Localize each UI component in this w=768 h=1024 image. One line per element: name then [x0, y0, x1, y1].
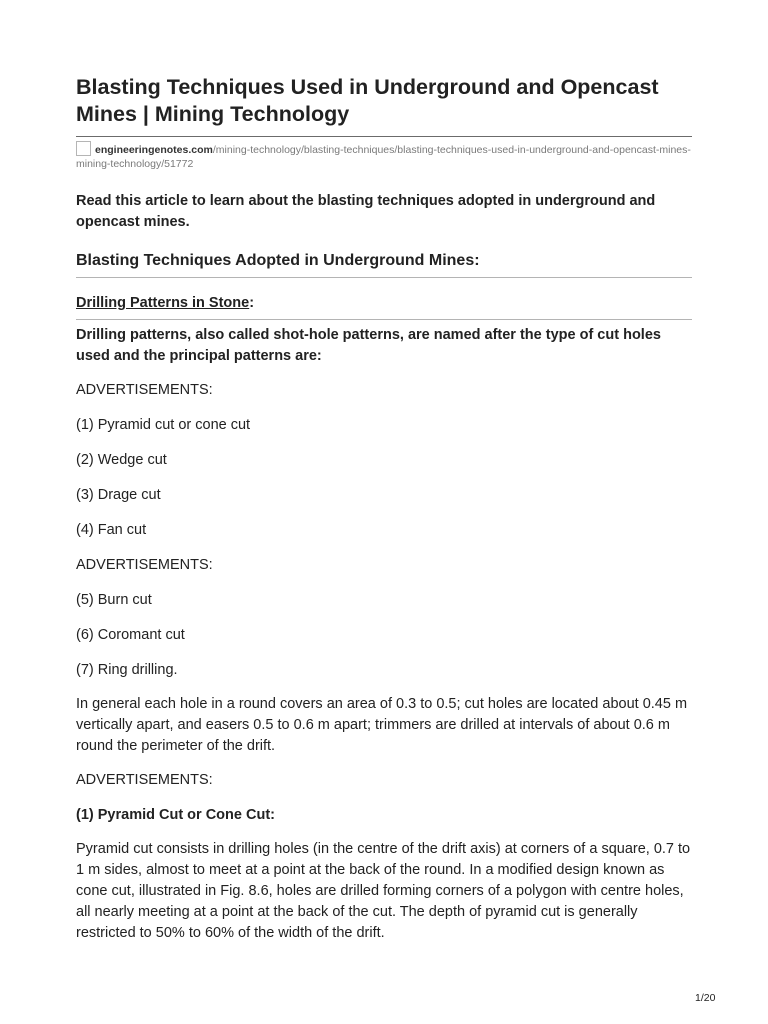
list-item: (6) Coromant cut [76, 627, 185, 643]
patterns-intro: Drilling patterns, also called shot-hole patterns, are named after the type of cut holes used and the principal patterns are: [76, 327, 661, 364]
list-item: (3) Drage cut [76, 487, 161, 503]
subheading-divider [76, 319, 692, 320]
general-paragraph: In general each hole in a round covers an area of 0.3 to 0.5; cut holes are located about 0.45 m vertically apart, and easers 0.5 to 0.6 m apart; trimmers are drilled at intervals of about 0.6 m round the perimeter of the drift. [76, 696, 688, 754]
subheading-text: Drilling Patterns in Stone [76, 295, 250, 311]
source-path[interactable]: /mining-technology/blasting-techniques/blasting-techniques-used-in-underground-and-opencast-mines-mining-technology/51772 [76, 144, 691, 170]
advertisement-label: ADVERTISEMENTS: [76, 382, 213, 398]
favicon-icon [76, 141, 91, 156]
article [76, 74, 692, 944]
section-heading: Blasting Techniques Adopted in Underground Mines: [76, 252, 480, 269]
section-divider [76, 277, 692, 278]
list-item: (5) Burn cut [76, 592, 152, 608]
subheading [76, 294, 692, 313]
pyramid-cut-paragraph: Pyramid cut consists in drilling holes (in the centre of the drift axis) at corners of a square, 0.7 to 1 m sides, almost to meet at a point at the back of the round. In a modified design known as cone cut, illustrated in Fig. 8.6, holes are drilled forming corners of a polygon with centre holes, all nearly meeting at a point at the back of the cut. The depth of pyramid cut is generally restricted to 50% to 60% of the width of the drift. [76, 841, 691, 941]
list-item: (2) Wedge cut [76, 452, 167, 468]
page-number: 1/20 [695, 992, 716, 1004]
intro-paragraph: Read this article to learn about the blasting techniques adopted in underground and opencast mines. [76, 193, 656, 230]
list-item: (1) Pyramid cut or cone cut [76, 417, 251, 433]
advertisement-label: ADVERTISEMENTS: [76, 557, 213, 573]
page-title: Blasting Techniques Used in Underground and Opencast Mines | Mining Technology [76, 75, 659, 126]
pyramid-cut-heading: (1) Pyramid Cut or Cone Cut: [76, 807, 275, 823]
source-domain[interactable]: engineeringenotes.com [95, 144, 213, 156]
list-item: (7) Ring drilling. [76, 662, 178, 678]
source-url[interactable] [76, 141, 692, 171]
title-divider [76, 136, 692, 137]
subheading-colon: : [249, 295, 255, 311]
list-item: (4) Fan cut [76, 522, 147, 538]
advertisement-label: ADVERTISEMENTS: [76, 772, 213, 788]
